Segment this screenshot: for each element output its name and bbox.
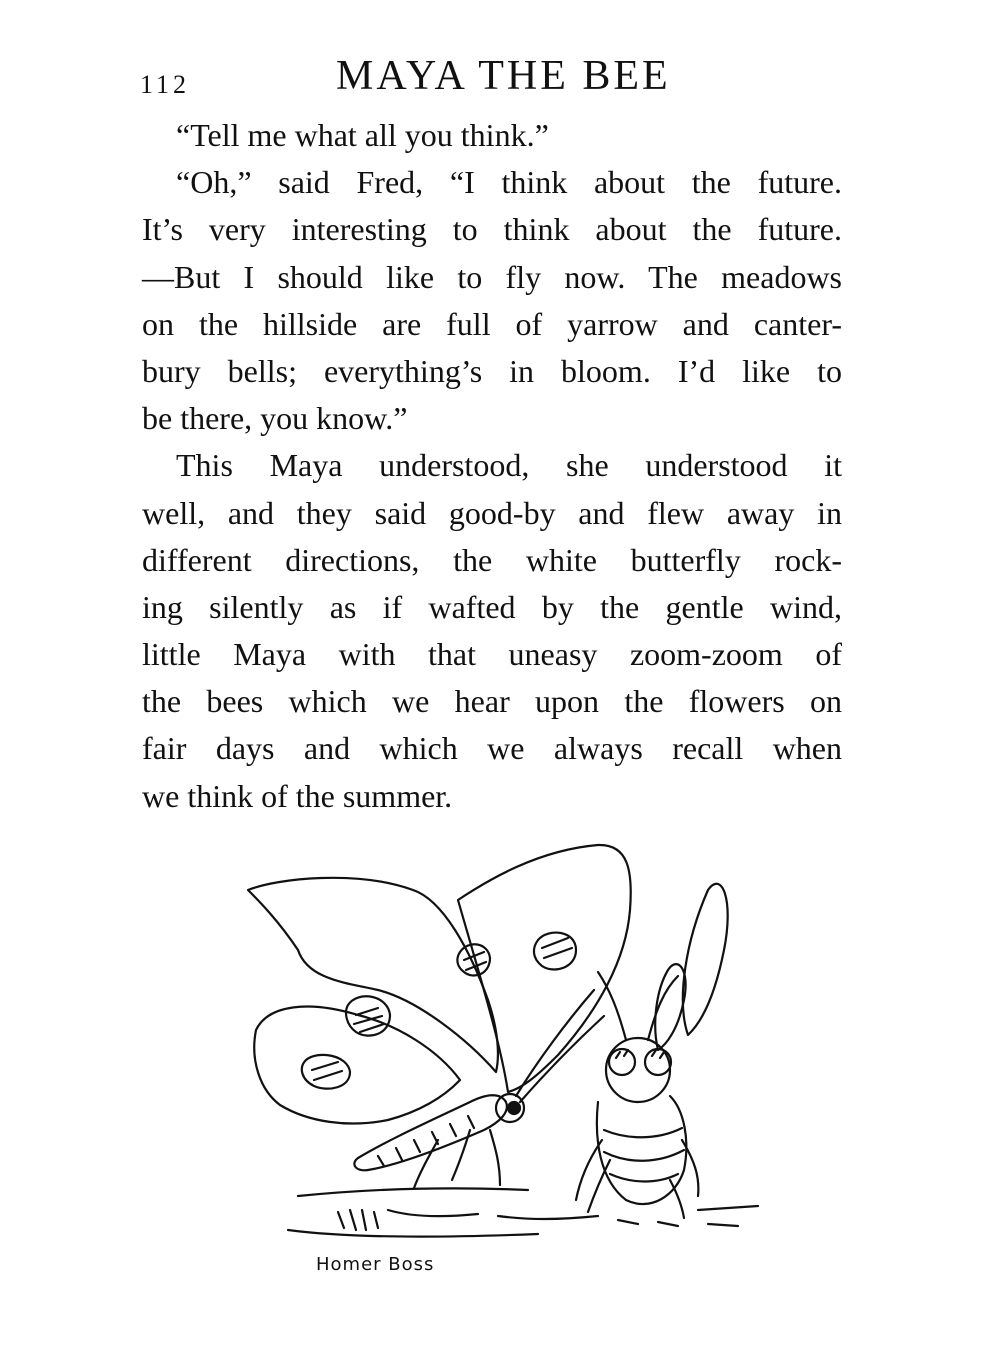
butterfly-and-bee-illustration bbox=[238, 840, 778, 1280]
text-line: fair days and which we always recall when bbox=[142, 730, 842, 767]
text-line: well, and they said good-by and flew away in bbox=[142, 494, 842, 531]
bee-eye bbox=[645, 1049, 671, 1075]
text-line: the bees which we hear upon the flowers on bbox=[142, 683, 842, 720]
text-line: be there, you know.” bbox=[142, 400, 408, 437]
bee-eye bbox=[609, 1049, 635, 1075]
text-line: on the hillside are full of yarrow and canter- bbox=[142, 305, 842, 342]
text-line: “Oh,” said Fred, “I think about the future. bbox=[176, 164, 842, 201]
page-number: 112 bbox=[140, 70, 191, 99]
running-head bbox=[140, 52, 840, 100]
artist-signature: Homer Boss bbox=[316, 1254, 435, 1275]
wing-spot bbox=[457, 944, 490, 975]
wing-spot bbox=[534, 933, 576, 970]
text-line: we think of the summer. bbox=[142, 777, 453, 814]
body-text bbox=[142, 112, 842, 820]
text-line: ing silently as if wafted by the gentle wind, bbox=[142, 588, 842, 625]
butterfly-antenna bbox=[516, 990, 594, 1096]
text-line: bury bells; everything’s in bloom. I’d like to bbox=[142, 352, 842, 389]
text-line: little Maya with that uneasy zoom-zoom of bbox=[142, 636, 842, 673]
text-line: different directions, the white butterfly rock- bbox=[142, 541, 842, 578]
bee-antenna bbox=[598, 972, 626, 1040]
bee-wing bbox=[683, 884, 728, 1035]
butterfly-body bbox=[354, 1095, 507, 1170]
text-line: This Maya understood, she understood it bbox=[176, 447, 842, 484]
ground-line bbox=[288, 1188, 758, 1236]
text-line: “Tell me what all you think.” bbox=[176, 117, 549, 153]
bee-wing bbox=[655, 964, 685, 1050]
bee-head bbox=[606, 1038, 670, 1102]
book-title: MAYA THE BEE bbox=[336, 53, 671, 99]
text-line: —But I should like to fly now. The meadows bbox=[142, 258, 842, 295]
text-line: It’s very interesting to think about the future. bbox=[142, 211, 842, 248]
